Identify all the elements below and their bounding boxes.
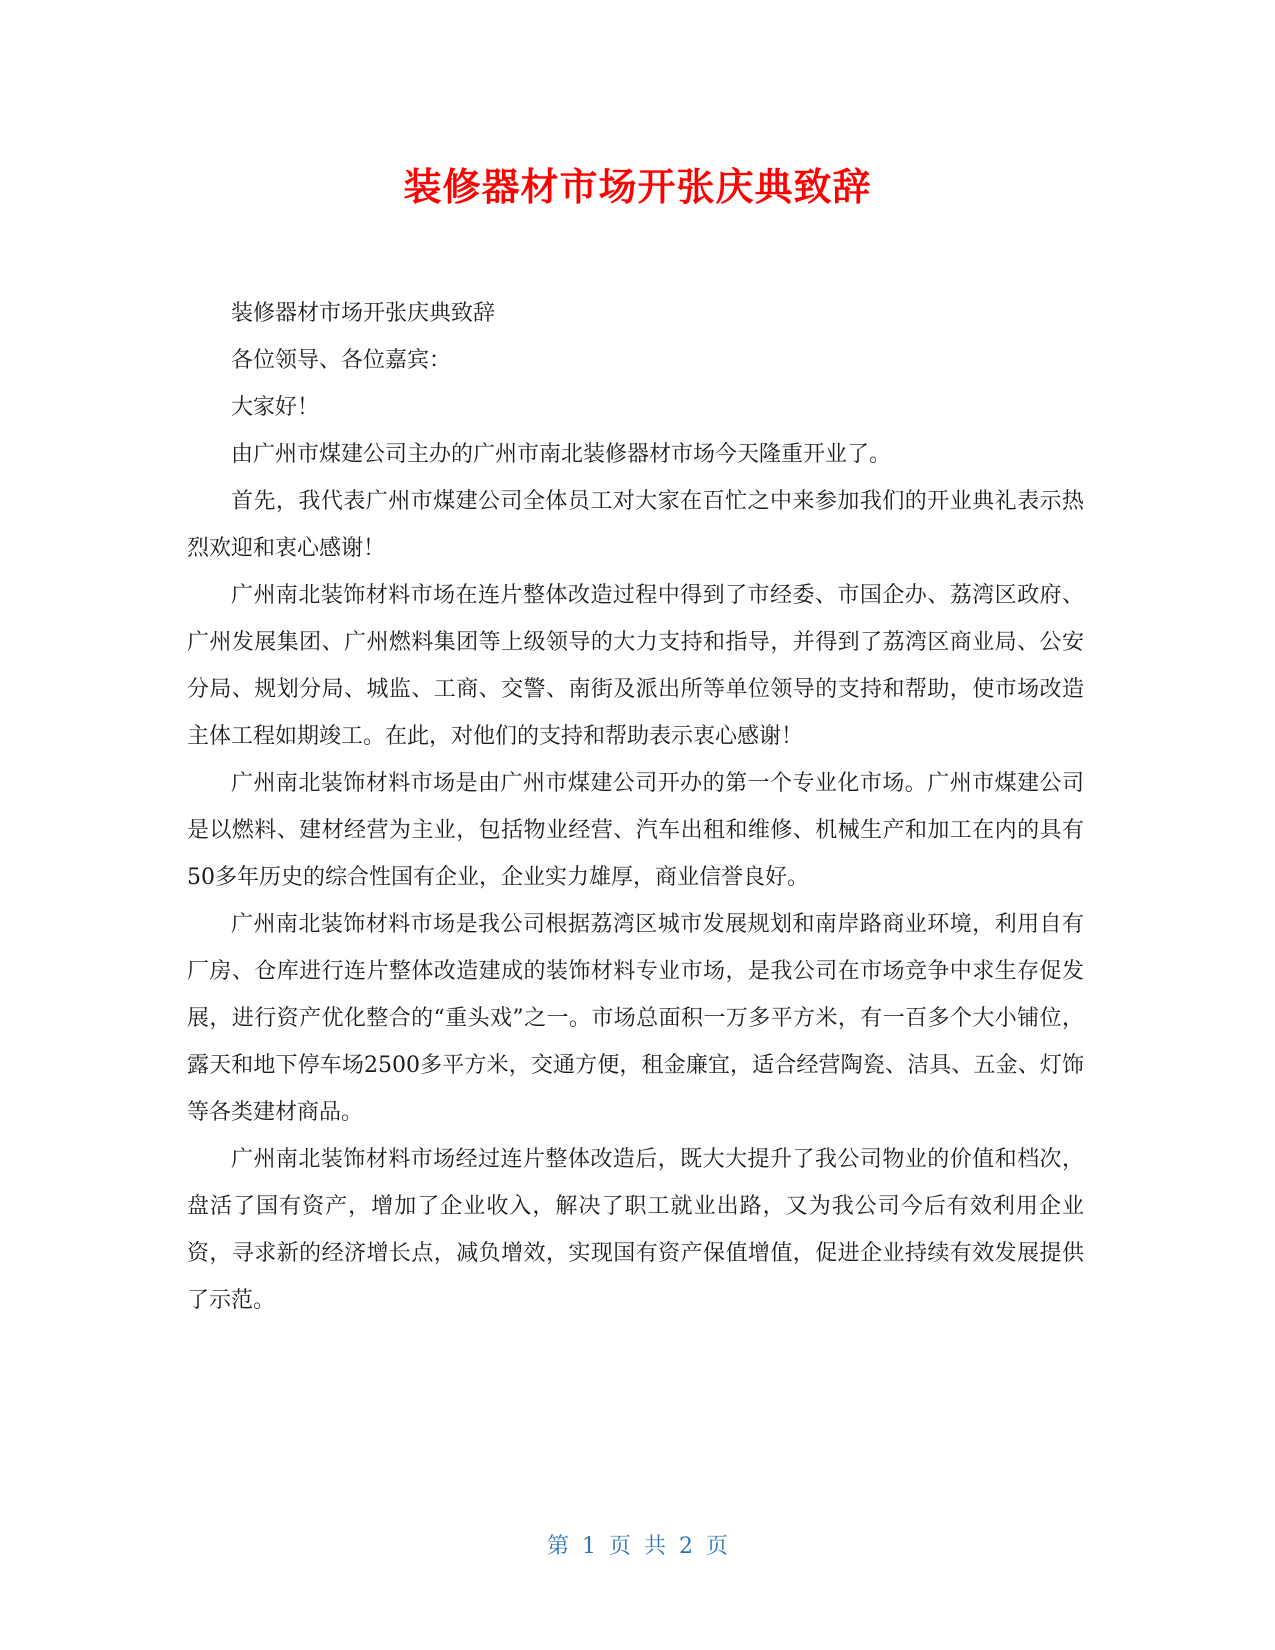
paragraph-thanks: 广州南北装饰材料市场在连片整体改造过程中得到了市经委、市国企办、荔湾区政府、广州发展集团、广州燃料集团等上级领导的大力支持和指导，并得到了荔湾区商业局、公安分局、规划分局、城监、工商、交警、南街及派出所等单位领导的支持和帮助，使市场改造主体工程如期竣工。在此，对他们的支持和帮助表示衷心感谢！ [187,583,1084,749]
paragraph-market-details: 广州南北装饰材料市场是我公司根据荔湾区城市发展规划和南岸路商业环境，利用自有厂房、仓库进行连片整体改造建成的装饰材料专业市场，是我公司在市场竞争中求生存促发展，进行资产优化整合的“重头戏”之一。市场总面积一万多平方米，有一百多个大小铺位，露天和地下停车场2500多平方米，交通方便，租金廉宜，适合经营陶瓷、洁具、五金、灯饰等各类建材商品。 [187,912,1084,1125]
paragraph-welcome: 首先，我代表广州市煤建公司全体员工对大家在百忙之中来参加我们的开业典礼表示热烈欢迎和衷心感谢！ [187,489,1084,561]
paragraph-heading: 装修器材市场开张庆典致辞 [231,301,496,326]
paragraph-greeting: 大家好！ [231,395,320,420]
paragraph-company-intro: 广州南北装饰材料市场是由广州市煤建公司开办的第一个专业化市场。广州市煤建公司是以燃料、建材经营为主业，包括物业经营、汽车出租和维修、机械生产和加工在内的具有50多年历史的综合性国有企业，企业实力雄厚，商业信誉良好。 [187,771,1084,890]
paragraph-salutation: 各位领导、各位嘉宾： [231,348,452,373]
paragraph-benefits: 广州南北装饰材料市场经过连片整体改造后，既大大提升了我公司物业的价值和档次，盘活了国有资产，增加了企业收入，解决了职工就业出路，又为我公司今后有效利用企业资，寻求新的经济增长点，减负增效，实现国有资产保值增值，促进企业持续有效发展提供了示范。 [187,1147,1084,1313]
document-body [187,290,1084,1324]
page-footer: 第 1 页 共 2 页 [547,1534,728,1559]
paragraph-opening: 由广州市煤建公司主办的广州市南北装修器材市场今天隆重开业了。 [231,442,892,467]
document-title: 装修器材市场开张庆典致辞 [403,165,872,209]
